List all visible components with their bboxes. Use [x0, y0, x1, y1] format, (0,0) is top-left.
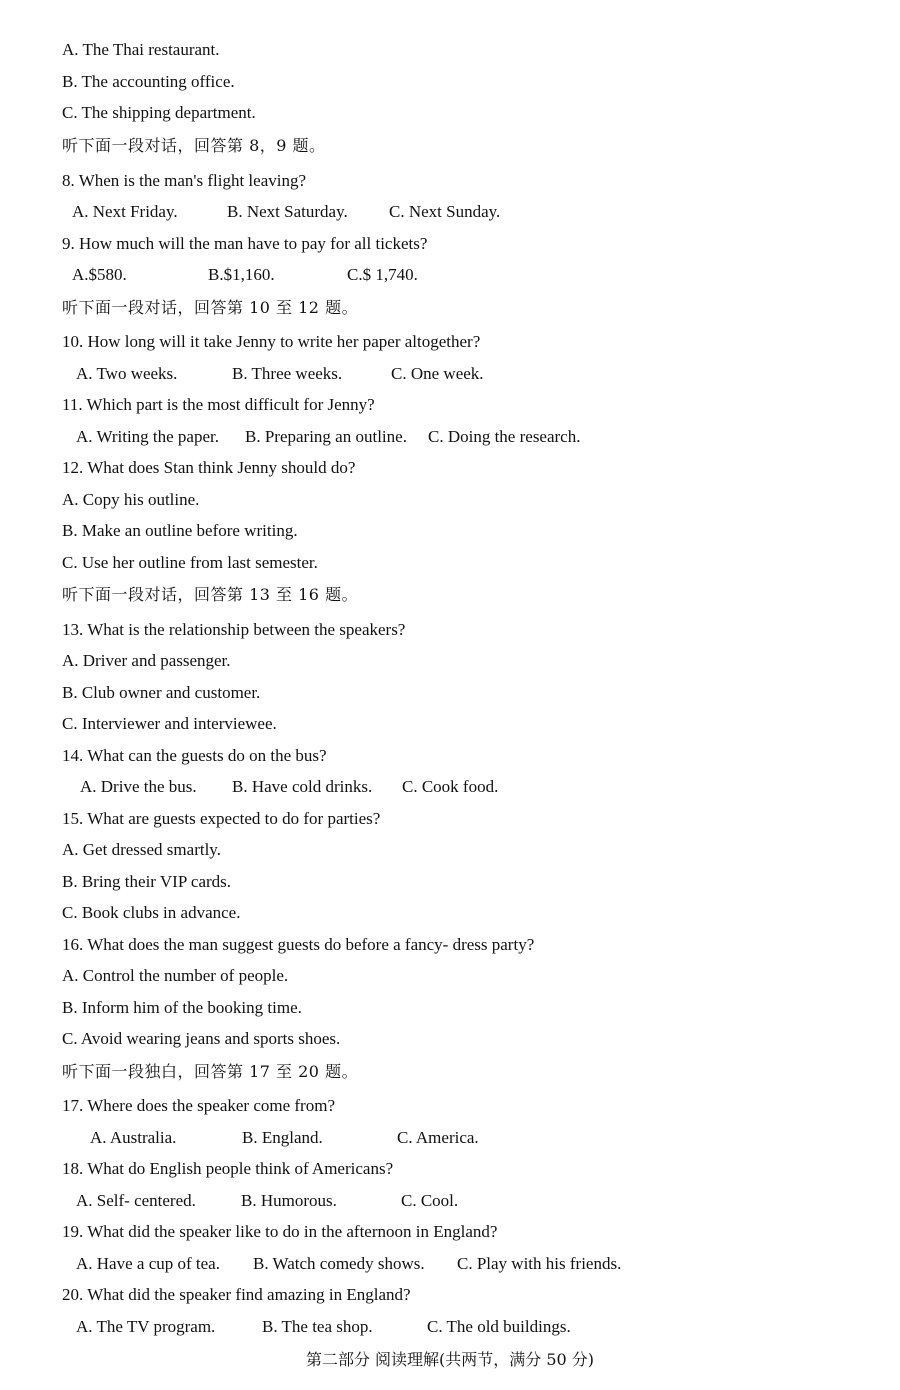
q10-option-c: C. One week.: [391, 364, 484, 383]
q10-option-a: A. Two weeks.: [76, 364, 178, 383]
q15-option-a: A. Get dressed smartly.: [62, 840, 221, 859]
q17-option-b: B. England.: [242, 1128, 323, 1147]
question-17: 17. Where does the speaker come from?: [62, 1096, 335, 1115]
section-instruction-13-16: 听下面一段对话，回答第 13 至 16 题。: [62, 585, 359, 604]
question-18: 18. What do English people think of Americans?: [62, 1159, 394, 1178]
q8-option-c: C. Next Sunday.: [389, 202, 501, 221]
q18-option-c: C. Cool.: [401, 1191, 459, 1210]
q17-option-c: C. America.: [397, 1128, 479, 1147]
section-instruction-10-12: 听下面一段对话，回答第 10 至 12 题。: [62, 298, 359, 317]
q15-option-c: C. Book clubs in advance.: [62, 903, 241, 922]
question-13: 13. What is the relationship between the speakers?: [62, 620, 406, 639]
q20-option-b: B. The tea shop.: [262, 1317, 373, 1336]
q19-option-c: C. Play with his friends.: [457, 1254, 622, 1273]
q20-option-a: A. The TV program.: [76, 1317, 216, 1336]
q10-option-b: B. Three weeks.: [232, 364, 343, 383]
q18-option-a: A. Self- centered.: [76, 1191, 196, 1210]
q16-option-a: A. Control the number of people.: [62, 966, 289, 985]
question-20: 20. What did the speaker find amazing in England?: [62, 1285, 411, 1304]
q19-option-b: B. Watch comedy shows.: [253, 1254, 425, 1273]
q7-option-b: B. The accounting office.: [62, 72, 235, 91]
q14-option-c: C. Cook food.: [402, 777, 499, 796]
q9-option-b: B.$1,160.: [208, 265, 275, 284]
section-instruction-8-9: 听下面一段对话，回答第 8，9 题。: [62, 136, 326, 155]
q7-option-a: A. The Thai restaurant.: [62, 40, 220, 59]
q8-option-b: B. Next Saturday.: [227, 202, 348, 221]
q17-option-a: A. Australia.: [90, 1128, 177, 1147]
q13-option-b: B. Club owner and customer.: [62, 683, 261, 702]
part-two-heading: 第二部分 阅读理解(共两节，满分 50 分): [305, 1350, 595, 1369]
q12-option-b: B. Make an outline before writing.: [62, 521, 298, 540]
question-15: 15. What are guests expected to do for parties?: [62, 809, 381, 828]
question-8: 8. When is the man's flight leaving?: [62, 171, 307, 190]
q15-option-b: B. Bring their VIP cards.: [62, 872, 232, 891]
q14-option-a: A. Drive the bus.: [80, 777, 197, 796]
question-19: 19. What did the speaker like to do in the afternoon in England?: [62, 1222, 498, 1241]
q9-option-c: C.$ 1,740.: [347, 265, 418, 284]
q13-option-c: C. Interviewer and interviewee.: [62, 714, 277, 733]
question-10: 10. How long will it take Jenny to write her paper altogether?: [62, 332, 481, 351]
question-9: 9. How much will the man have to pay for all tickets?: [62, 234, 428, 253]
q12-option-c: C. Use her outline from last semester.: [62, 553, 318, 572]
q20-option-c: C. The old buildings.: [427, 1317, 571, 1336]
q11-option-a: A. Writing the paper.: [76, 427, 219, 446]
q7-option-c: C. The shipping department.: [62, 103, 256, 122]
q18-option-b: B. Humorous.: [241, 1191, 337, 1210]
question-16: 16. What does the man suggest guests do before a fancy- dress party?: [62, 935, 535, 954]
q13-option-a: A. Driver and passenger.: [62, 651, 231, 670]
question-12: 12. What does Stan think Jenny should do?: [62, 458, 356, 477]
q16-option-c: C. Avoid wearing jeans and sports shoes.: [62, 1029, 341, 1048]
q14-option-b: B. Have cold drinks.: [232, 777, 373, 796]
q12-option-a: A. Copy his outline.: [62, 490, 200, 509]
q11-option-b: B. Preparing an outline.: [245, 427, 407, 446]
question-11: 11. Which part is the most difficult for Jenny?: [62, 395, 375, 414]
q9-option-a: A.$580.: [72, 265, 127, 284]
q16-option-b: B. Inform him of the booking time.: [62, 998, 302, 1017]
section-instruction-17-20: 听下面一段独白，回答第 17 至 20 题。: [62, 1062, 359, 1081]
q8-option-a: A. Next Friday.: [72, 202, 178, 221]
q19-option-a: A. Have a cup of tea.: [76, 1254, 220, 1273]
q11-option-c: C. Doing the research.: [428, 427, 581, 446]
question-14: 14. What can the guests do on the bus?: [62, 746, 327, 765]
